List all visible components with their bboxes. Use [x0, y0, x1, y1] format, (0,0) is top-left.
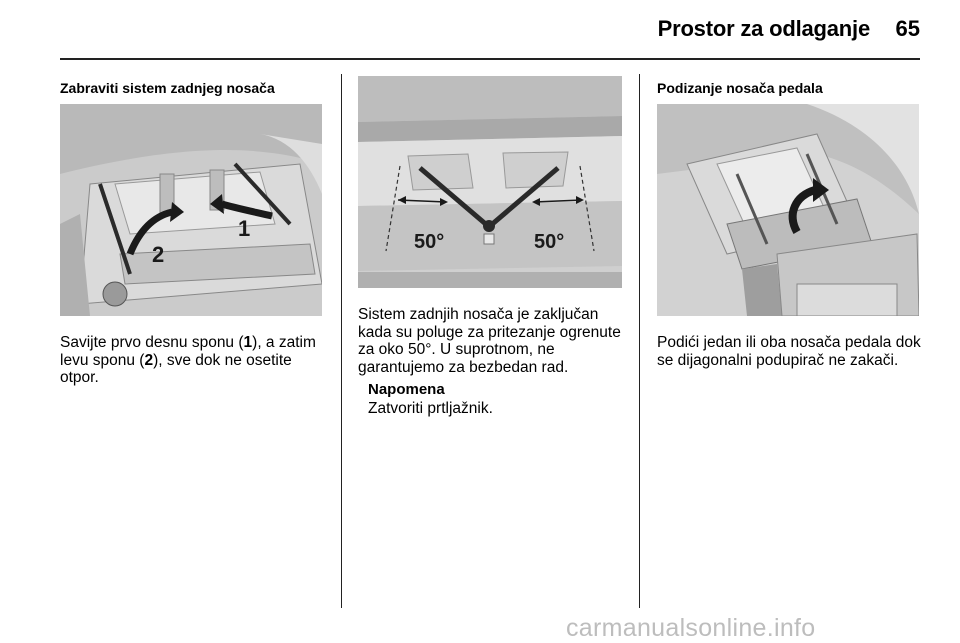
- instruction-text-part-a: Savijte prvo desnu sponu (: [60, 334, 244, 351]
- page-title: Prostor za odlaganje: [657, 16, 870, 41]
- angle-label-left: 50°: [414, 231, 445, 253]
- instruction-ref-1: 1: [243, 334, 253, 351]
- section-heading-lock-rear-carrier: Zabraviti sistem zadnjeg nosača: [60, 80, 275, 96]
- figure-label-1: 1: [238, 216, 251, 241]
- column-divider-right: [639, 74, 640, 608]
- figure-pedal-carrier: [657, 104, 919, 316]
- pedal-carrier-illustration: [657, 104, 919, 316]
- figure-label-2: 2: [152, 242, 165, 267]
- section-heading-raise-pedal-carrier: Podizanje nosača pedala: [657, 80, 823, 96]
- lever-angle-description: Sistem zadnjih nosača je zaključan kada su poluge za pritezanje ogrenute za oko 50°. U suprotnom, ne garantujemo za bezbedan rad.: [358, 306, 621, 376]
- note-text: Zatvoriti prtljažnik.: [368, 400, 493, 417]
- instruction-text-part-c: ), a zatim levu sponu (: [60, 334, 316, 369]
- lever-angle-illustration: [358, 76, 622, 288]
- instruction-raise-pedal-carrier: Podići jedan ili oba nosača pedala dok se dijagonalni podupirač ne zakači.: [657, 334, 921, 369]
- column-divider-left: [341, 74, 342, 608]
- header-divider: [60, 58, 920, 60]
- rear-carrier-illustration: [60, 104, 322, 316]
- note-title: Napomena: [368, 381, 445, 398]
- angle-label-right: 50°: [534, 231, 565, 253]
- instruction-ref-2: 2: [144, 351, 154, 369]
- page-number: 65: [895, 16, 920, 41]
- instruction-text-part-d: ), sve dok ne osetite otpor.: [60, 351, 292, 386]
- watermark: carmanualsonline.info: [566, 614, 816, 642]
- instruction-lock-carrier: [60, 334, 330, 387]
- figure-lever-angle: [358, 76, 622, 288]
- figure-rear-carrier-lock: [60, 104, 322, 316]
